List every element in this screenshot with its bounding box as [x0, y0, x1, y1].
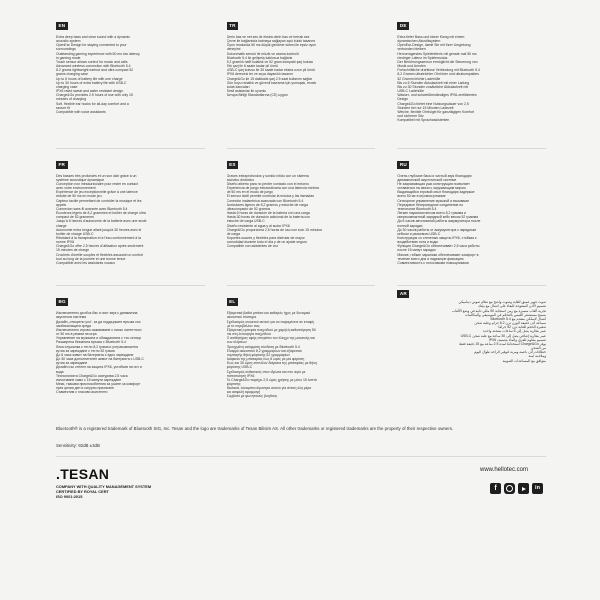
- feature-line: charging case: [56, 84, 78, 89]
- language-badge: AR: [397, 290, 409, 298]
- feature-line: OpenEar-Design, damit Sie mit Ihrer Umgebung: [397, 43, 471, 48]
- section-ru: [397, 148, 546, 283]
- feature-line: charge: [56, 223, 67, 228]
- language-badge: FR: [56, 161, 68, 169]
- feature-line: de carga: [226, 231, 241, 236]
- feature-line: Connexion sans fil avancée avec Bluetooth 5.4: [56, 206, 128, 211]
- feature-line: in gaming mode: [56, 55, 81, 60]
- feature-line: Σχεδιασμός ανοικτού αυτιού για να παραμένετε σε επαφή: [226, 319, 314, 324]
- feature-line: 8.2 grams lightweight earbud and ultra compact 52: [56, 68, 134, 73]
- feature-line: Compatible avec les assistants vocaux: [56, 260, 116, 265]
- section-fr: [56, 148, 205, 283]
- feature-line: Charge&Go bietet eine Nutzungsdauer von 2,5: [397, 101, 469, 106]
- language-grid: [56, 10, 546, 420]
- feature-line: Διάρκεια της μπαταρίας έως 6 ώρες με μία φόρτιση: [226, 357, 305, 362]
- feature-line: Kompatibel mit Sprachassistenten: [397, 118, 450, 123]
- feature-line: Изключително дълбок бас и чист звук с динамична: [56, 311, 138, 316]
- feature-list: [227, 35, 376, 97]
- feature-line: surroundings: [56, 47, 76, 52]
- feature-line: До 30 часа допълнителен живот на батерията с USB-C: [56, 357, 144, 362]
- brand-logo: [56, 466, 109, 482]
- feature-line: Το Charge&Go παρέχει 2,5 ώρες χρήσης με μόνο 15 λεπτά: [226, 377, 317, 382]
- feature-line: Σχεδιασμός ανθεκτικός στον ιδρώτα και στο νερό με: [226, 369, 306, 374]
- feature-line: Bluetooth 5.4 ile gelişmiş kablosuz bağlantı: [226, 55, 293, 60]
- feature-line: До 30 часов работы от аккумулятора с зарядным: [397, 227, 476, 232]
- feature-line: ultracompacto de 52 gramos: [226, 206, 271, 211]
- feature-line: Diseño resistente al agua y al sudor IPX6: [226, 223, 290, 228]
- feature-line: boîtier de charge USB-C: [56, 231, 94, 236]
- certification-line: ISO 9001:2015: [56, 493, 83, 499]
- feature-line: Extra deep bass and clear sound with a dynamic: [56, 35, 130, 39]
- feature-line: سماعة أذن خفيفة الوزن تزن 8.2 جرام وعلبة شحن: [474, 321, 546, 326]
- social-icons: [490, 483, 543, 494]
- language-badge: TR: [227, 22, 239, 30]
- language-badge: BG: [56, 298, 68, 306]
- feature-line: των κλήσεων: [226, 340, 247, 345]
- language-badge: RU: [397, 161, 409, 169]
- feature-line: Сенсорное управление музыкой и вызовами: [397, 198, 469, 203]
- feature-line: Легкие наушники весом всего 8,2 грамма и: [397, 211, 466, 216]
- feature-line: ms στη λειτουργία παιχνιδιού: [226, 332, 271, 337]
- feature-line: اتصال لاسلكي متقدم مع Bluetooth 5.4: [490, 316, 546, 321]
- feature-line: Дизайн със степен на защита IPX6, устойчив на пот и: [56, 365, 142, 370]
- feature-line: Écouteurs légers de 8,2 grammes et boîtier de charge ultra: [56, 211, 146, 216]
- feature-line: заобикалящата среда: [56, 323, 92, 328]
- feature-line: dynamischen Akustiksystem: [397, 39, 441, 44]
- feature-line: сверхкомпактный зарядный кейс весом 52 грамма: [397, 215, 478, 220]
- feature-line: de 50 ms en el modo de juego: [226, 190, 273, 195]
- language-badge: EL: [227, 298, 238, 306]
- feature-line: Avrupa Birliği Standartlarına (CE) uygun: [226, 93, 288, 98]
- feature-line: Touch sensor allows control for music and calls: [56, 59, 128, 64]
- feature-line: verbunden bleiben: [397, 47, 426, 52]
- feature-line: Совместимость с голосовыми помощниками: [397, 260, 469, 265]
- feature-line: Ελαφρύ ακουστικό 8,2 γραμμαρίων και εξαιρετικά: [226, 348, 302, 353]
- feature-line: през целия ден и сигурно прилягане: [56, 386, 114, 391]
- feature-line: Résistant à la transpiration et à l'eau conformément à la: [56, 236, 141, 240]
- feature-line: Tek şarj ile 6 saate kadar pil ömrü: [226, 64, 278, 69]
- feature-line: تصميم مقاوم للعرق والماء بتصنيف IPX6: [488, 337, 546, 342]
- feature-line: compact de 52 grammes: [56, 215, 94, 220]
- section-el: [227, 285, 376, 420]
- feature-line: Up to 30 hours of extra battery life with USB-C: [56, 80, 127, 85]
- feature-line: يسمح مستشعر اللمس بالتحكم في الموسيقى والمكالمات: [464, 312, 546, 317]
- feature-line: Diseño abierto para no perder contacto con el entorno: [226, 181, 310, 186]
- certification-line: CERTIFIED BY ROYAL CERT: [56, 488, 109, 494]
- feature-line: secure fit: [56, 105, 70, 110]
- feature-line: خطافات أذن ناعمة ومرنة لتوفير الراحة طوال اليوم: [474, 350, 546, 355]
- feature-line: Προηγμένη ασύρματη σύνδεση με Bluetooth 5.4: [226, 344, 300, 349]
- feature-line: صوت جهير عميق للغاية وصوت واضح مع نظام صوتي ديناميكي: [458, 300, 546, 305]
- feature-line: IPX6 rated sweat and water resistant design: [56, 89, 124, 94]
- feature-line: акустична система: [56, 315, 86, 320]
- feature-line: Hasta 6 horas de duración de la batería con una carga: [226, 211, 310, 216]
- feature-list: [227, 311, 376, 398]
- feature-line: acoustic system: [56, 39, 81, 44]
- feature-line: 8,2 gramlık hafif kulaklık ve 52 gram kompakt şarj kutusu: [226, 59, 314, 64]
- feature-line: 15 minutes de charge: [56, 248, 90, 253]
- feature-line: Compatible con asistentes de voz: [226, 244, 279, 249]
- feature-line: عمر بطارية يصل إلى 6 ساعات بشحنة واحدة: [483, 329, 546, 334]
- feature-line: φόρτισης USB-C: [226, 365, 253, 370]
- feature-line: Gün boyu rahatlık ve güvenli kavrama için yumuşak, esnek: [226, 80, 317, 85]
- feature-list: [56, 311, 205, 394]
- feature-line: Crochets d'oreille souples et flexibles assurant un confort: [56, 252, 143, 257]
- feature-line: Функция Charge&Go обеспечивает 2,5 часа работы: [397, 244, 480, 249]
- feature-line: appels: [56, 202, 67, 207]
- feature-line: Меки, гъвкави приспособления за ушите за комфорт: [56, 381, 141, 386]
- feature-line: Charge&Go ile 15 dakikalık şarj 2.5 saat kullanım sağlar: [226, 76, 313, 81]
- feature-line: До 6 часов автономной работы аккумулятора после: [397, 219, 481, 224]
- section-en: [56, 10, 205, 145]
- feature-line: Bis zu 30 Stunden zusätzliche Akkulaufzeit mit: [397, 84, 469, 89]
- feature-line: До 6 часа живот на батерията с едно зареждане: [56, 352, 134, 357]
- feature-line: Съвместим с гласови асистенти: [56, 390, 108, 395]
- feature-line: και ασφαλή εφαρμογή: [226, 390, 261, 395]
- feature-line: Conception non intraauriculaire pour rester en contact: [56, 181, 138, 186]
- feature-line: Soportes suaves y flexibles para disfrutar de mayor: [226, 236, 305, 240]
- language-badge: ES: [227, 161, 239, 169]
- feature-line: système acoustique dynamique: [56, 177, 105, 182]
- feature-line: Выдающийся игровой опыт благодаря задержке: [397, 190, 475, 195]
- certification-line: COMPANY WITH QUALITY MANAGEMENT SYSTEM: [56, 484, 152, 489]
- feature-list: [227, 174, 376, 249]
- feature-line: Extra tiefer Bass und klarer Klang mit einem: [397, 35, 465, 39]
- feature-line: кейсом и разъемом USB-C: [397, 231, 441, 236]
- feature-line: 8,2 Gramm ultraleichter Ohrhörer und ultrakompaktes: [397, 72, 479, 77]
- feature-line: Charge&Go provides 2.5 hours of use with only 15: [56, 93, 133, 98]
- feature-line: Εξαιρετική εμπειρία παιχνιδιού με χαμηλή καθυστέρηση 50: [226, 327, 316, 332]
- section-tr: [227, 10, 376, 145]
- feature-line: Expérience de jeu exceptionnelle grâce à une latence: [56, 190, 138, 195]
- language-badge: DE: [397, 22, 409, 30]
- feature-line: Up to 6 hours of battery life with one charge: [56, 76, 123, 81]
- feature-line: USB-C Ladehülle: [397, 89, 424, 94]
- feature-line: Hervorragendes Spielerlebnis mit gerade mal 50 ms: [397, 51, 477, 56]
- feature-line: tout au long de la journée et une bonne tenue: [56, 256, 126, 261]
- feature-line: Изключително игрово изживяване с ниско латентност: [56, 327, 142, 332]
- feature-line: Очень глубокие басы и чистый звук благодаря: [397, 173, 472, 178]
- feature-line: Advanced wireless connection with Bluetooth 5.4: [56, 64, 131, 69]
- youtube-icon[interactable]: [518, 483, 529, 494]
- feature-line: Musik und Anrufen: [397, 64, 426, 69]
- feature-line: динамической акустической системе: [397, 177, 457, 182]
- feature-line: με το περιβάλλον σας: [226, 323, 260, 328]
- feature-list: [397, 174, 546, 265]
- feature-line: всего 50 мс в игровом режиме: [397, 194, 446, 199]
- feature-line: Συμβατό με φωνητικούς βοηθούς: [226, 394, 278, 399]
- feature-line: Мягкие, гибкие заушники обеспечивают комфорт в: [397, 252, 479, 257]
- logo-dot: .: [56, 466, 61, 482]
- footer-divider: [56, 456, 546, 457]
- feature-line: Управление на музиката и обажданията с тъч сензор: [56, 336, 142, 341]
- language-badge: EN: [56, 22, 68, 30]
- feature-line: Ο αισθητήρας αφής επιτρέπει τον έλεγχο της μουσικής και: [226, 336, 315, 341]
- feature-line: comodidad durante todo el día y de un ajuste seguro: [226, 240, 307, 245]
- section-bg: [56, 285, 205, 420]
- feature-line: Capteur tactile permettant de contrôler la musique et les: [56, 198, 142, 203]
- feature-line: Не закрывающая уши конструкция позволяет: [397, 181, 470, 186]
- feature-line: und sicheren Sitz: [397, 113, 424, 118]
- feature-line: течение всего дня и надежную фиксацию: [397, 256, 464, 261]
- section-ar: [397, 285, 546, 420]
- feature-line: Fortschrittliche drahtlose Verbindung mit Bluetooth 5.4: [397, 68, 480, 73]
- feature-line: El sensor táctil permite controlar la música y las llamadas: [226, 194, 314, 199]
- feature-line: воздействию пота и воды: [397, 240, 438, 245]
- company-certification: [56, 485, 151, 500]
- feature-line: réduite de 50 ms en mode jeu: [56, 194, 102, 199]
- feature-line: Autonomie extra longue allant jusqu'à 30 heures avec le: [56, 227, 142, 232]
- logo-text: TESAN: [60, 466, 110, 482]
- feature-list: [56, 174, 205, 265]
- feature-line: Bis zu 6 Stunden Akkulaufzeit mit einer Ladung: [397, 80, 470, 85]
- feature-line: Compatible with voice assistants: [56, 109, 106, 114]
- feature-line: πιστοποίηση IPX6: [226, 373, 255, 378]
- feature-line: кутия за зареждане: [56, 361, 88, 366]
- feature-line: Weiche, flexible Ohrbügel für ganztägigen Komfort: [397, 109, 475, 114]
- feature-line: minutes of charging: [56, 97, 86, 102]
- feature-line: Wasser- und schweißbeständiges IPX6-zertifiziertes: [397, 93, 477, 98]
- trademark-note: Bluetooth® is a registered trademark of Bluetooth SIG, Inc. Tesan and the logo are trademarks of Tesan Bilisim AS. All other trademarks or registered trademarks are the property of their respective owners.: [56, 426, 454, 431]
- feature-line: ακουστικό σύστημα: [226, 315, 257, 320]
- feature-line: Sesli asistanlar ile uyumlu: [226, 89, 267, 94]
- feature-line: Design: [397, 97, 409, 102]
- feature-line: Auriculares ligeros de 8,2 gramos y estuche de carga: [226, 202, 308, 207]
- linkedin-icon[interactable]: in: [532, 483, 543, 494]
- sensitivity-spec: Sensitivity: 92dB ±3dB: [56, 443, 100, 448]
- feature-line: συμπαγής θήκη φόρτισης 52 γραμμαρίων: [226, 352, 290, 357]
- feature-list: [56, 35, 205, 114]
- facebook-icon[interactable]: f: [490, 483, 501, 494]
- feature-line: полной зарядки: [397, 223, 423, 228]
- feature-line: Hasta 30 horas de duración adicional de la batería con: [226, 215, 310, 220]
- feature-line: използване само с 15 минути зареждане: [56, 377, 122, 382]
- section-de: [397, 10, 546, 145]
- feature-line: عمر بطارية إضافي يصل إلى 30 ساعة مع علبة شحن USB-C: [460, 333, 546, 338]
- feature-line: kulak kancaları: [226, 84, 250, 89]
- feature-line: Experiencia de juego extraordinaria con una latencia mínima: [226, 186, 319, 191]
- feature-line: وملاءمة آمنة: [528, 354, 546, 359]
- feature-line: acústico dinámico: [226, 177, 254, 182]
- feature-line: avec votre environnement: [56, 186, 96, 191]
- feature-line: Разширена безжична връзка с Bluetooth 5.4: [56, 340, 126, 345]
- feature-line: Stunden bei nur 15 Minuten Ladezeit: [397, 105, 454, 110]
- feature-line: deneyimi: [226, 47, 241, 52]
- feature-line: USB-C şarj kutusu ile 30 saate kadar ekstra uzun pil ömrü: [226, 68, 315, 73]
- feature-list: [397, 35, 546, 122]
- feature-line: Charge&Go proporciona 2,5 horas de uso con solo 15 minutos: [226, 227, 323, 232]
- feature-line: IPX6 derecesi ter ve suya dayanıklı tasarım: [226, 72, 293, 77]
- feature-line: Oyun modunda 50 ms düşük gecikme süresi ile eşsiz oyun: [226, 43, 317, 48]
- feature-line: grams charging case: [56, 72, 88, 77]
- feature-line: после 15 минут зарядки: [397, 248, 436, 253]
- section-es: [227, 148, 376, 283]
- feature-line: Передовое беспроводное соединение по: [397, 202, 464, 207]
- feature-line: Derin bas ve net ses ile ekstra derin bas ve berrak ses: [226, 35, 310, 39]
- website-link[interactable]: www.hellotec.com: [480, 467, 529, 473]
- feature-line: Des basses très profondes et un son clair grâce à un: [56, 173, 137, 178]
- feature-line: من الشحن: [530, 346, 546, 351]
- feature-line: Μαλακά, εύκαμπτα άγκιστρα αυτιού για άνεση όλη μέρα: [226, 386, 312, 391]
- feature-line: оставаться на связи с окружающим миром: [397, 186, 466, 191]
- feature-line: Дизайн „отворено ухо“, за да поддържате връзка със: [56, 319, 141, 324]
- feature-line: Технологията Charge&Go осигурява 2,5 часа: [56, 373, 128, 378]
- feature-line: Çevre ile bağlantıda kalmaya sağlayan açık kulak tasarımı: [226, 39, 316, 44]
- feature-line: estuche de carga USB-C: [226, 219, 265, 224]
- feature-line: Έως και 30 ώρες επιπλέον διάρκεια της μπαταρίας με θήκη: [226, 361, 317, 366]
- feature-list: [397, 300, 546, 362]
- feature-line: Charge&Go offre 2,5 heures d'utilisation après seulement: [56, 244, 144, 249]
- feature-line: تجربة ألعاب متميزة مع زمن استجابة 50 مللي ثانية في وضع الألعاب: [451, 308, 546, 313]
- feature-line: Лека слушалка с тегло 8,2 грама и ултракомпактна: [56, 344, 138, 349]
- feature-line: φόρτισης: [226, 381, 241, 386]
- feature-line: Jusqu'à 6 heures d'autonomie de la batterie avec une seule: [56, 219, 147, 224]
- feature-line: Der Berührungssensor ermöglicht die Steuerung von: [397, 59, 478, 64]
- feature-line: кутия за зареждане с тегло 52 грама: [56, 348, 115, 353]
- feature-line: niedriger Latenz im Spielemodus: [397, 55, 448, 60]
- feature-line: OpenEar Design for staying connected to your: [56, 43, 127, 48]
- feature-line: يوفر Charge&Go استخدامًا لمدة 2.5 ساعة مع 15 دقيقة فقط: [459, 341, 546, 346]
- feature-line: Εξαιρετικά βαθιά μπάσα και καθαρός ήχος με δυναμικό: [226, 311, 311, 316]
- feature-line: технологии Bluetooth 5.4: [397, 206, 437, 211]
- feature-line: Graves extraprofundos y sonido nítido con un sistema: [226, 173, 309, 178]
- feature-line: Soft, flexible ear hooks for all-day comfort and a: [56, 101, 129, 106]
- feature-line: от 50 ms в режим на игра: [56, 332, 97, 337]
- feature-line: Conexión inalámbrica avanzada con Bluetooth 5.4: [226, 198, 304, 203]
- feature-line: Outstanding gaming experience with 50 ms low latency: [56, 51, 140, 56]
- feature-line: صغيرة الحجم للغاية تزن 52 جرامًا: [498, 325, 546, 330]
- feature-line: Конструкция со степенью защиты IPX6, стойкая к: [397, 236, 477, 240]
- feature-line: تصميم الأذن المفتوحة للبقاء على اتصال مع بيئتك: [477, 304, 546, 309]
- feature-line: Dokunmatik sensör ile müzik ve arama kontrolü: [226, 51, 299, 56]
- feature-line: متوافق مع المساعدات الصوتية: [502, 358, 546, 363]
- feature-line: вода: [56, 369, 64, 374]
- instagram-icon[interactable]: [504, 483, 515, 494]
- feature-line: 52 Gramm leichte Ladehülle: [397, 76, 441, 81]
- feature-line: norme IPX6: [56, 240, 75, 245]
